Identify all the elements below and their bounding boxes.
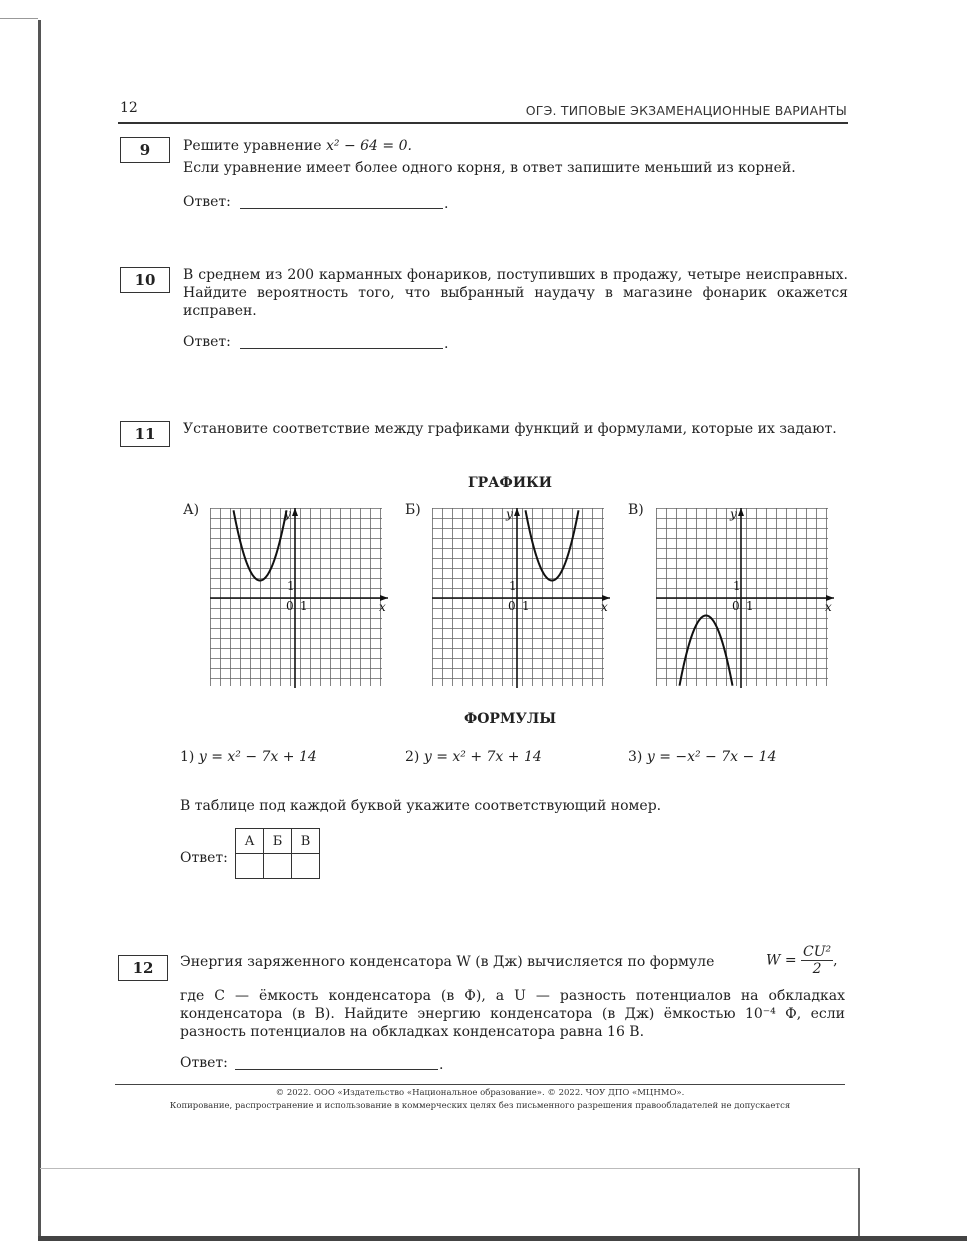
page-number: 12 [120, 100, 138, 116]
answer-dot: . [439, 1057, 444, 1073]
y-axis-arrow [292, 508, 298, 516]
task-12-line1: Энергия заряженного конденсатора W (в Дж) вычисляется по формуле [180, 954, 715, 970]
y-unit-label: 1 [509, 579, 517, 593]
answer-table-11 [235, 828, 320, 879]
y-axis-label: y [730, 507, 737, 521]
answer-label-10: Ответ: [183, 334, 231, 350]
x-axis-label: x [825, 600, 832, 614]
formula-comma: , [833, 952, 838, 969]
task-number-11: 11 [120, 421, 170, 447]
y-axis-arrow [514, 508, 520, 516]
task-9-line2: Если уравнение имеет более одного корня, в ответ запишите меньший из корней. [183, 160, 796, 176]
table-header-b: Б [264, 829, 292, 854]
answer-dot: . [444, 196, 449, 212]
task-12-text: где C — ёмкость конденсатора (в Ф), а U — разность потенциалов на обкладках конденсатора (в В). Найдите энергию конденсатора (в Дж) ёмкостью 10⁻⁴ Ф, если разность потенциалов на обкладках конденсатора равна 16 В. [180, 988, 845, 1040]
header-rule [118, 122, 848, 124]
x-unit-label: 1 [300, 599, 308, 613]
running-title: ОГЭ. ТИПОВЫЕ ЭКЗАМЕНАЦИОННЫЕ ВАРИАНТЫ [525, 103, 847, 118]
scan-edge-left [38, 20, 41, 1241]
y-axis-label: y [284, 507, 291, 521]
table-instruction: В таблице под каждой буквой укажите соответствующий номер. [180, 798, 662, 814]
graph-v-svg [656, 506, 836, 688]
formulas-title: ФОРМУЛЫ [463, 711, 557, 727]
y-unit-label: 1 [287, 579, 295, 593]
formula-3-expression: y = −x² − 7x − 14 [646, 749, 777, 765]
y-unit-label: 1 [733, 579, 741, 593]
graph-b [432, 506, 612, 688]
task-number-9: 9 [120, 137, 170, 163]
answer-cell-b[interactable] [264, 854, 292, 879]
formula-1 [180, 748, 317, 766]
task-number-10: 10 [120, 267, 170, 293]
parabola-curve [234, 510, 287, 580]
task-9-prefix: Решите уравнение [183, 138, 326, 154]
graph-label-a: А) [183, 502, 200, 518]
footer-rule [115, 1084, 845, 1085]
graph-a-svg [210, 506, 390, 688]
graph-v [656, 506, 836, 688]
parabola-curve [526, 510, 579, 580]
graph-a [210, 506, 390, 688]
scan-edge-top [0, 18, 38, 19]
task-number-12: 12 [118, 955, 168, 981]
formula-denominator: 2 [812, 961, 822, 977]
y-axis-arrow [738, 508, 744, 516]
formula-numerator: CU² [803, 944, 832, 960]
answer-cell-v[interactable] [292, 854, 320, 879]
graph-label-v: В) [628, 502, 644, 518]
origin-label: 0 [286, 599, 294, 613]
task-12-formula [766, 944, 838, 977]
origin-label: 0 [508, 599, 516, 613]
formula-3-number: 3) [628, 749, 643, 765]
footer-rights: Копирование, распространение и использование в коммерческих целях без письменного разрешения правообладателей не допускается [169, 1101, 791, 1111]
x-axis-label: x [379, 600, 386, 614]
answer-field-12[interactable] [235, 1053, 438, 1070]
graphs-title: ГРАФИКИ [467, 475, 553, 491]
task-9-equation: x² − 64 = 0. [325, 138, 412, 154]
scan-edge-bottom [38, 1236, 967, 1241]
x-unit-label: 1 [522, 599, 530, 613]
answer-field-9[interactable] [240, 192, 443, 209]
formula-fraction [801, 944, 833, 977]
answer-cell-a[interactable] [236, 854, 264, 879]
answer-dot: . [444, 336, 449, 352]
graph-label-b: Б) [405, 502, 421, 518]
footer-copyright: © 2022. ООО «Издательство «Национальное образование». © 2022. ЧОУ ДПО «МЦНМО». [275, 1088, 685, 1098]
answer-label-11: Ответ: [180, 850, 228, 866]
formula-lhs: W = [766, 952, 797, 969]
formula-2-expression: y = x² + 7x + 14 [423, 749, 542, 765]
parabola-curve [680, 616, 733, 686]
task-11-text: Установите соответствие между графиками функций и формулами, которые их задают. [183, 421, 837, 437]
y-axis-label: y [506, 507, 513, 521]
table-header-a: А [236, 829, 264, 854]
task-9-text [183, 137, 848, 177]
formula-1-expression: y = x² − 7x + 14 [198, 749, 317, 765]
x-axis-label: x [601, 600, 608, 614]
formula-2 [405, 748, 542, 766]
answer-field-10[interactable] [240, 332, 443, 349]
answer-label-9: Ответ: [183, 194, 231, 210]
scan-page-edge [40, 1168, 860, 1169]
formula-2-number: 2) [405, 749, 420, 765]
scan-edge-right [858, 1168, 860, 1241]
formula-1-number: 1) [180, 749, 195, 765]
formula-3 [628, 748, 777, 766]
table-header-v: В [292, 829, 320, 854]
task-10-text: В среднем из 200 карманных фонариков, поступивших в продажу, четыре неисправных. Найдите вероятность того, что выбранный наудачу в магазине фонарик окажется исправен. [183, 267, 848, 319]
answer-label-12: Ответ: [180, 1055, 228, 1071]
origin-label: 0 [732, 599, 740, 613]
x-unit-label: 1 [746, 599, 754, 613]
graph-b-svg [432, 506, 612, 688]
